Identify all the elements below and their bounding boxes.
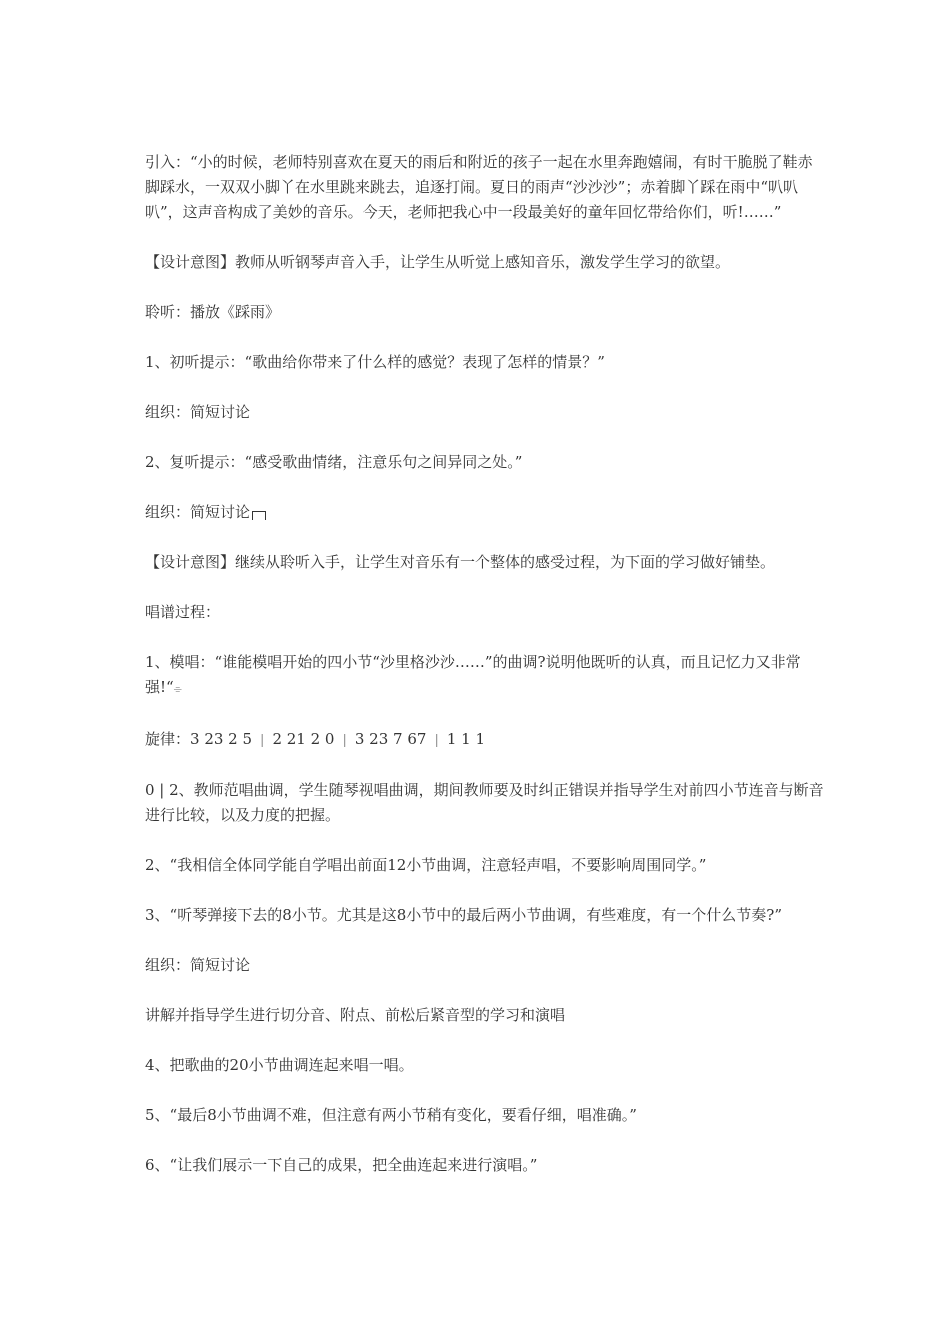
organize-paragraph-1: 组织：简短讨论	[145, 403, 251, 421]
design-intent-paragraph-2: 【设计意图】继续从聆听入手，让学生对音乐有一个整体的感受过程，为下面的学习做好铺垫。	[145, 553, 776, 571]
listening-paragraph: 聆听：播放《踩雨》	[145, 303, 281, 321]
imitation-paragraph-text: 1、模唱：“谁能模唱开始的四小节“沙里格沙沙……”的曲调?说明他既听的认真，而且记忆力又非常强!“	[145, 653, 801, 696]
teacher-demo-paragraph: 0 | 2、教师范唱曲调，学生随琴视唱曲调，期间教师要及时纠正错误并指导学生对前四小节连音与断音进行比较，以及力度的把握。	[145, 781, 824, 824]
melody-bar: 3 23 2 5	[190, 730, 253, 748]
organize-paragraph-2	[145, 500, 825, 525]
melody-line	[145, 727, 825, 753]
second-listen-paragraph: 2、复听提示：“感受歌曲情绪，注意乐句之间异同之处。”	[145, 453, 523, 471]
imitation-paragraph	[145, 650, 825, 702]
self-study-paragraph: 2、“我相信全体同学能自学唱出前面12小节曲调，注意轻声唱，不要影响周围同学。”	[145, 856, 707, 874]
last-8-bars-paragraph: 5、“最后8小节曲调不难，但注意有两小节稍有变化，要看仔细，唱准确。”	[145, 1106, 637, 1124]
explain-paragraph: 讲解并指导学生进行切分音、附点、前松后紧音型的学习和演唱	[145, 1006, 566, 1024]
show-results-paragraph: 6、“让我们展示一下自己的成果，把全曲连起来进行演唱。”	[145, 1156, 538, 1174]
bar-separator: |	[342, 733, 347, 748]
listen-piano-paragraph: 3、“听琴弹接下去的8小节。尤其是这8小节中的最后两小节曲调，有些难度，有一个什么节奏?”	[145, 906, 783, 924]
sing-20-bars-paragraph: 4、把歌曲的20小节曲调连起来唱一唱。	[145, 1056, 414, 1074]
sight-singing-heading: 唱谱过程：	[145, 603, 221, 621]
document-body	[145, 150, 825, 1203]
melody-bar: 3 23 7 67	[354, 730, 427, 748]
melody-bar: 2 21 2 0	[272, 730, 335, 748]
melody-label: 旋律：	[145, 730, 191, 748]
editing-mark-icon: ⌯	[173, 684, 182, 695]
organize-paragraph-3: 组织：简短讨论	[145, 956, 251, 974]
bar-separator: |	[260, 733, 265, 748]
editing-mark-icon	[252, 511, 266, 520]
first-listen-paragraph: 1、初听提示：“歌曲给你带来了什么样的感觉？表现了怎样的情景？”	[145, 353, 605, 371]
bar-separator: |	[434, 733, 439, 748]
design-intent-paragraph-1: 【设计意图】教师从听钢琴声音入手，让学生从听觉上感知音乐，激发学生学习的欲望。	[145, 253, 731, 271]
organize-paragraph-2-text: 组织：简短讨论	[145, 503, 251, 521]
intro-paragraph: 引入：“小的时候，老师特别喜欢在夏天的雨后和附近的孩子一起在水里奔跑嬉闹，有时干脆脱了鞋赤脚踩水，一双双小脚丫在水里跳来跳去，追逐打闹。夏日的雨声“沙沙沙”；赤着脚丫踩在雨中“叭叭叭”，这声音构成了美妙的音乐。今天，老师把我心中一段最美好的童年回忆带给你们，听!……”	[145, 153, 813, 221]
melody-bar: 1 1 1	[446, 730, 485, 748]
